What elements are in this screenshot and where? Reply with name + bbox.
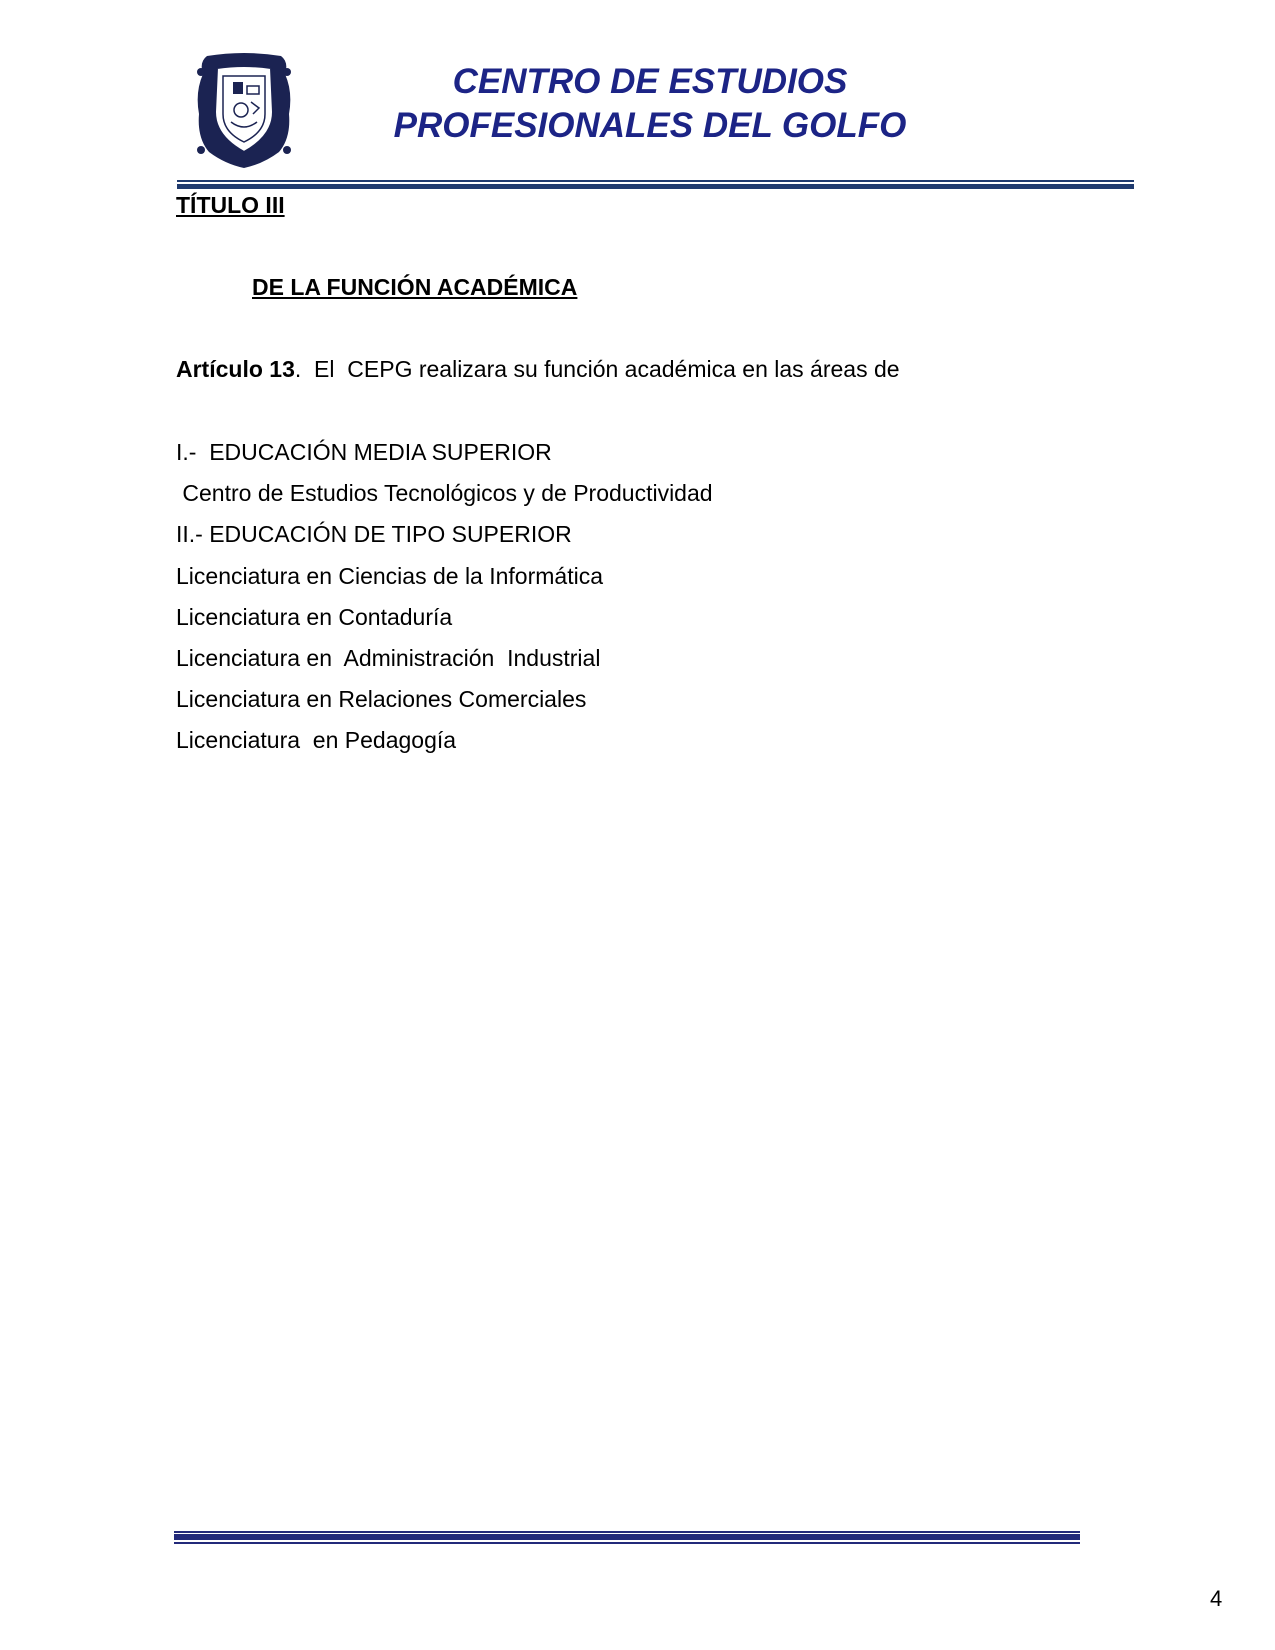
- title-heading: TÍTULO III: [176, 192, 285, 218]
- article-paragraph: [176, 356, 900, 383]
- list-item: II.- EDUCACIÓN DE TIPO SUPERIOR: [176, 521, 572, 548]
- academic-areas-list: [176, 438, 713, 768]
- list-item: I.- EDUCACIÓN MEDIA SUPERIOR: [176, 439, 552, 465]
- list-item: Licenciatura en Pedagogía: [176, 727, 457, 754]
- list-item: Centro de Estudios Tecnológicos y de Productividad: [176, 480, 713, 507]
- list-item: Licenciatura en Ciencias de la Informática: [176, 562, 604, 589]
- list-item: Licenciatura en Contaduría: [176, 603, 453, 630]
- list-item: Licenciatura en Administración Industrial: [176, 644, 601, 671]
- institution-name-line1: CENTRO DE ESTUDIOS: [452, 62, 848, 101]
- article-text: . El CEPG realizara su función académica en las áreas de: [294, 356, 900, 382]
- section-heading: DE LA FUNCIÓN ACADÉMICA: [252, 274, 578, 300]
- page-number: 4: [1210, 1586, 1223, 1611]
- institution-seal-icon: [193, 52, 295, 170]
- institution-name: [330, 60, 970, 148]
- list-item: Licenciatura en Relaciones Comerciales: [176, 686, 587, 713]
- institution-name-line2: PROFESIONALES DEL GOLFO: [393, 106, 907, 145]
- header-divider: [177, 180, 1134, 190]
- article-label: Artículo 13: [176, 356, 295, 382]
- footer-divider: [174, 1531, 1080, 1541]
